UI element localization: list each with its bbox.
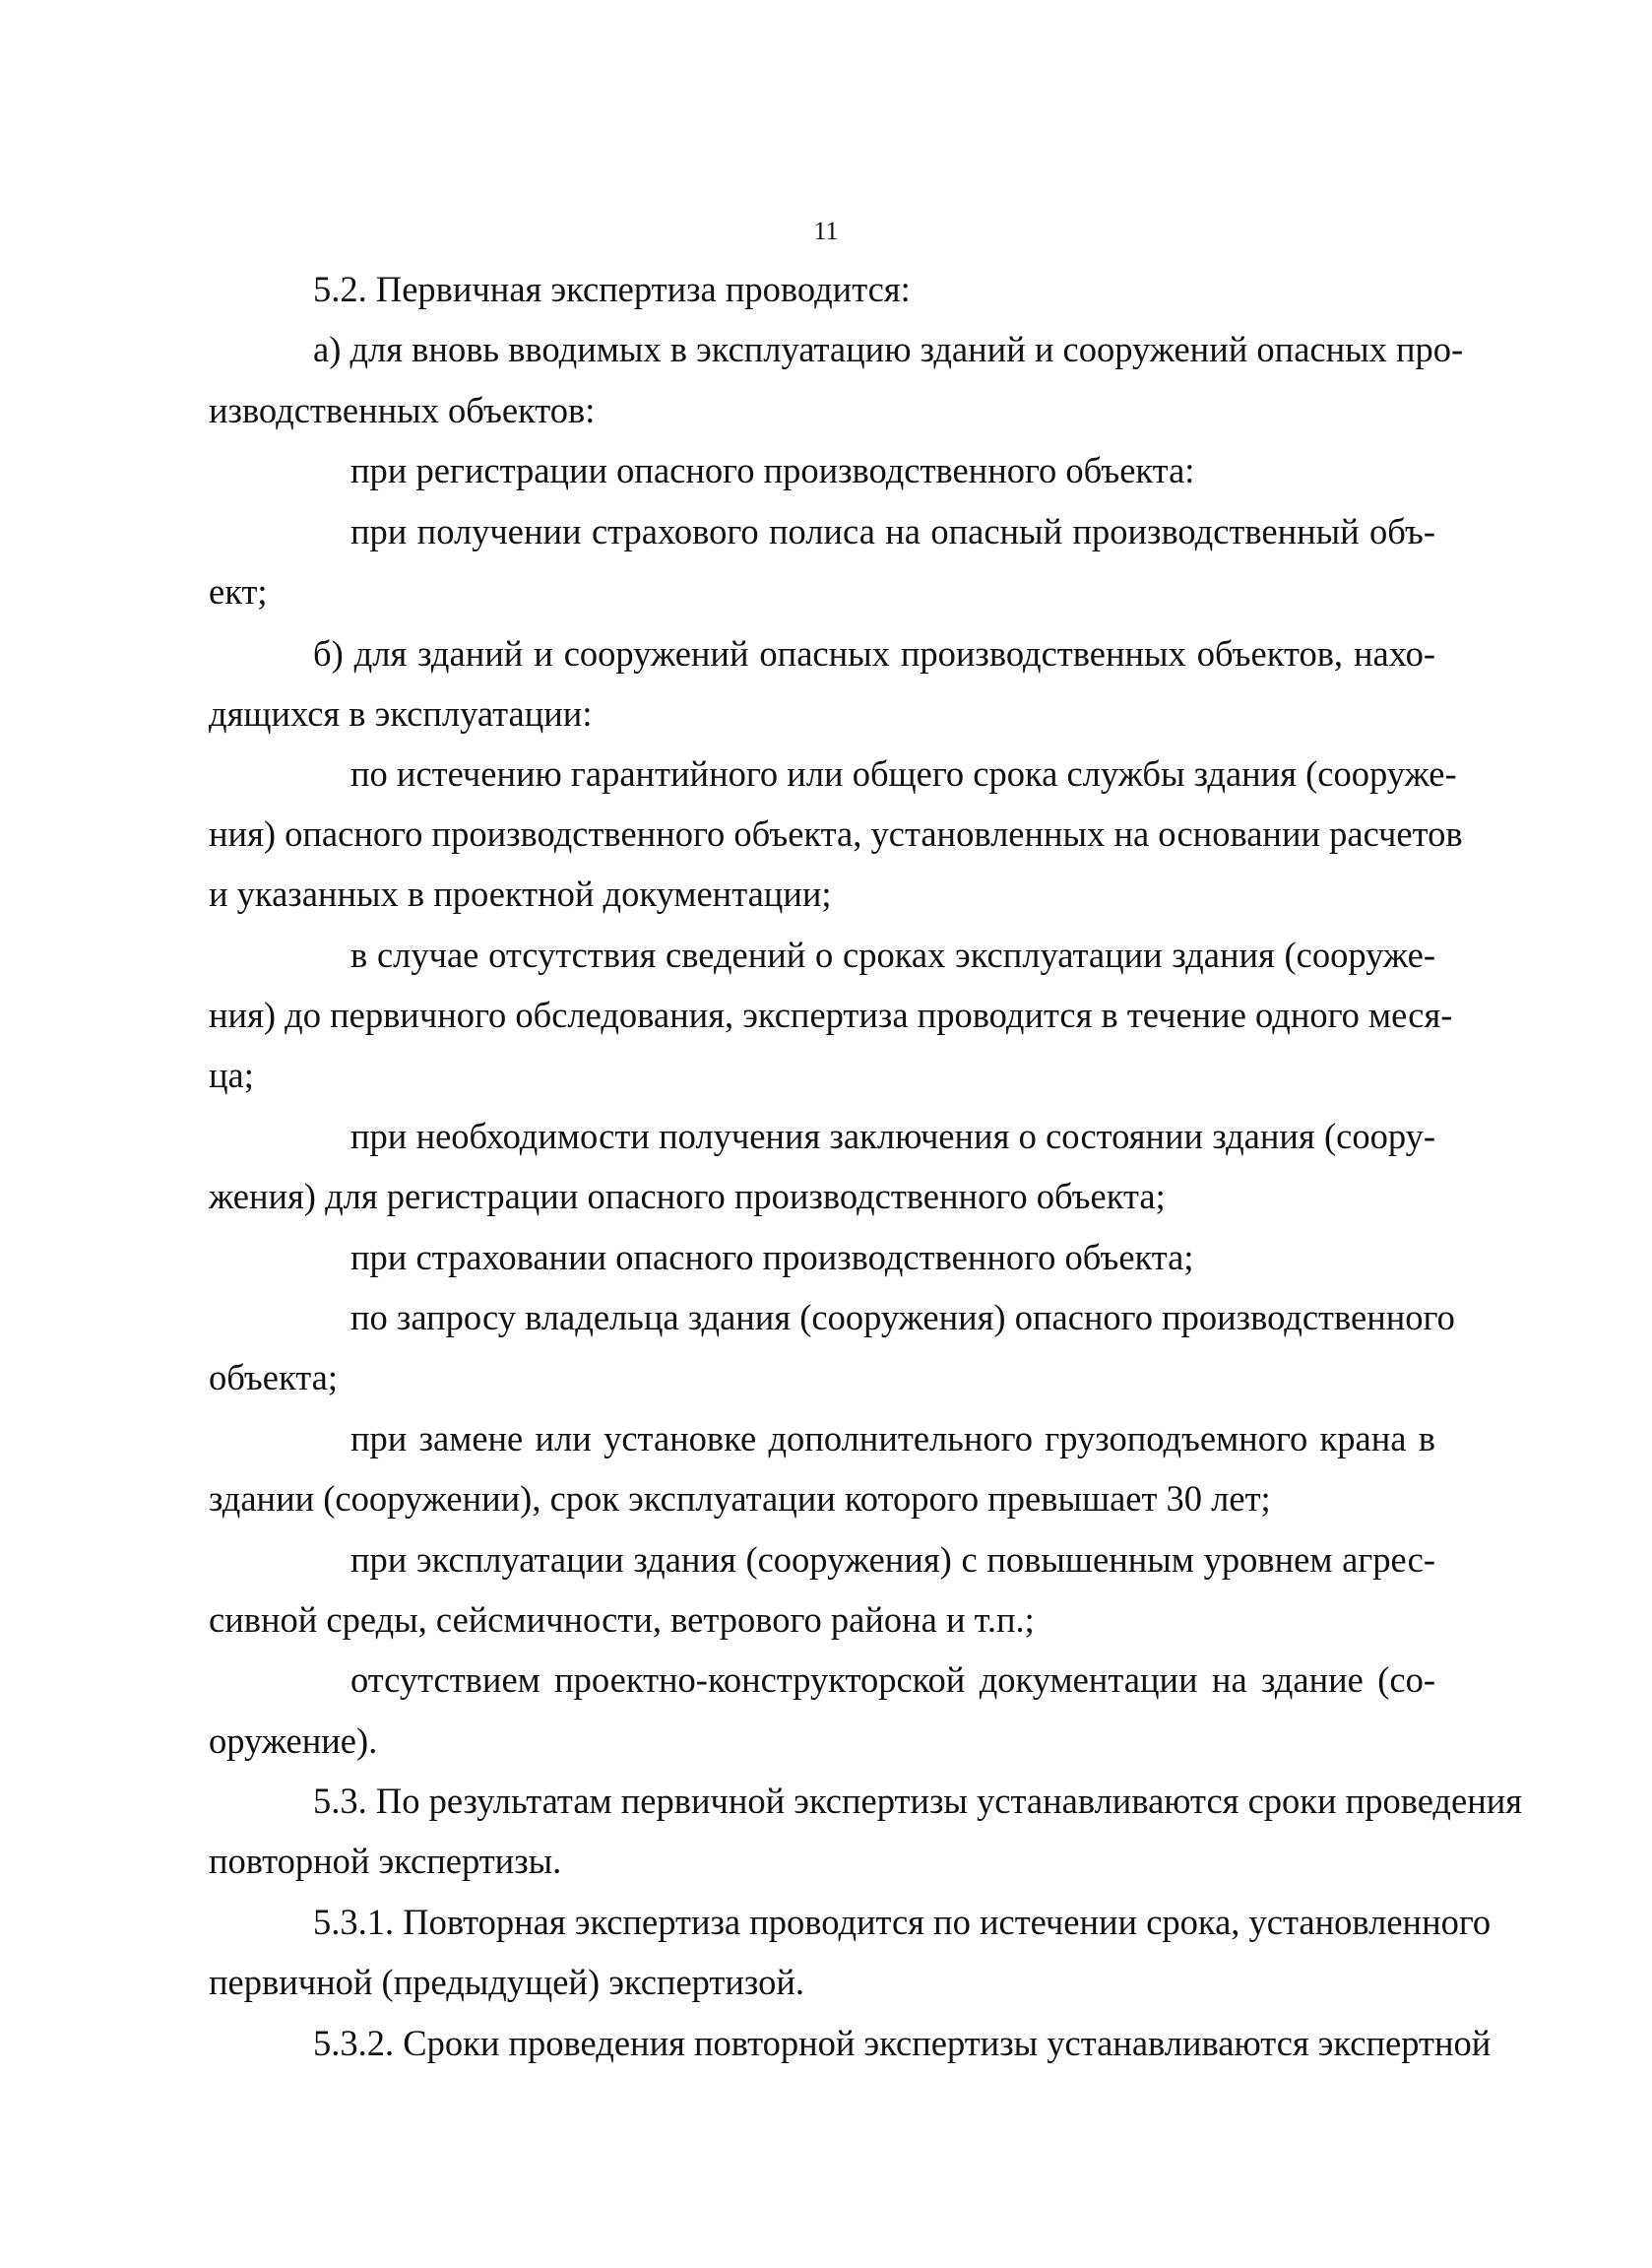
text-line: отсутствием проектно-конструкторской документации на здание (со- (350, 1659, 1435, 1700)
text-line: дящихся в эксплуатации: (209, 693, 593, 734)
text-line: по истечению гарантийного или общего срока службы здания (сооруже- (350, 753, 1457, 794)
page-number: 11 (813, 217, 839, 245)
text-line: оружение). (209, 1720, 378, 1761)
text-line: объекта; (209, 1357, 338, 1397)
text-line: ния) до первичного обследования, экспертиза проводится в течение одного меся- (209, 995, 1453, 1035)
text-line: ния) опасного производственного объекта, установленных на основании расчетов (209, 813, 1463, 854)
text-line: при эксплуатации здания (сооружения) с повышенным уровнем агрес- (350, 1539, 1435, 1580)
text-line: при замене или установке дополнительного грузоподъемного крана в (350, 1418, 1435, 1458)
text-line: 5.3. По результатам первичной экспертизы устанавливаются сроки проведения (313, 1781, 1523, 1821)
text-line: в случае отсутствия сведений о сроках эксплуатации здания (сооруже- (350, 935, 1435, 975)
text-line: ект; (209, 571, 268, 612)
text-line: при регистрации опасного производственного объекта: (350, 450, 1195, 490)
text-line: первичной (предыдущей) экспертизой. (209, 1962, 805, 2002)
text-line: по запросу владельца здания (сооружения) опасного производственного (350, 1297, 1455, 1337)
text-line: при страховании опасного производственного объекта; (350, 1237, 1194, 1277)
text-line: сивной среды, сейсмичности, ветрового района и т.п.; (209, 1599, 1035, 1640)
text-line: изводственных объектов: (209, 390, 596, 430)
text-line: здании (сооружении), срок эксплуатации которого превышает 30 лет; (209, 1478, 1271, 1519)
text-line: 5.2. Первичная экспертиза проводится: (313, 269, 911, 309)
text-line: 5.3.1. Повторная экспертиза проводится по истечении срока, установленного (313, 1902, 1492, 1942)
text-line: 5.3.2. Сроки проведения повторной экспертизы устанавливаются экспертной (313, 2023, 1492, 2063)
text-line: а) для вновь вводимых в эксплуатацию зданий и сооружений опасных про- (313, 329, 1464, 369)
text-line: и указанных в проектной документации; (209, 874, 832, 914)
text-line: при необходимости получения заключения о состоянии здания (соору- (350, 1116, 1435, 1156)
text-line: жения) для регистрации опасного производственного объекта; (209, 1176, 1166, 1216)
text-line: повторной экспертизы. (209, 1841, 562, 1881)
text-line: при получении страхового полиса на опасный производственный объ- (350, 511, 1435, 551)
text-line: ца; (209, 1055, 254, 1095)
text-line: б) для зданий и сооружений опасных производственных объектов, нахо- (313, 633, 1435, 674)
